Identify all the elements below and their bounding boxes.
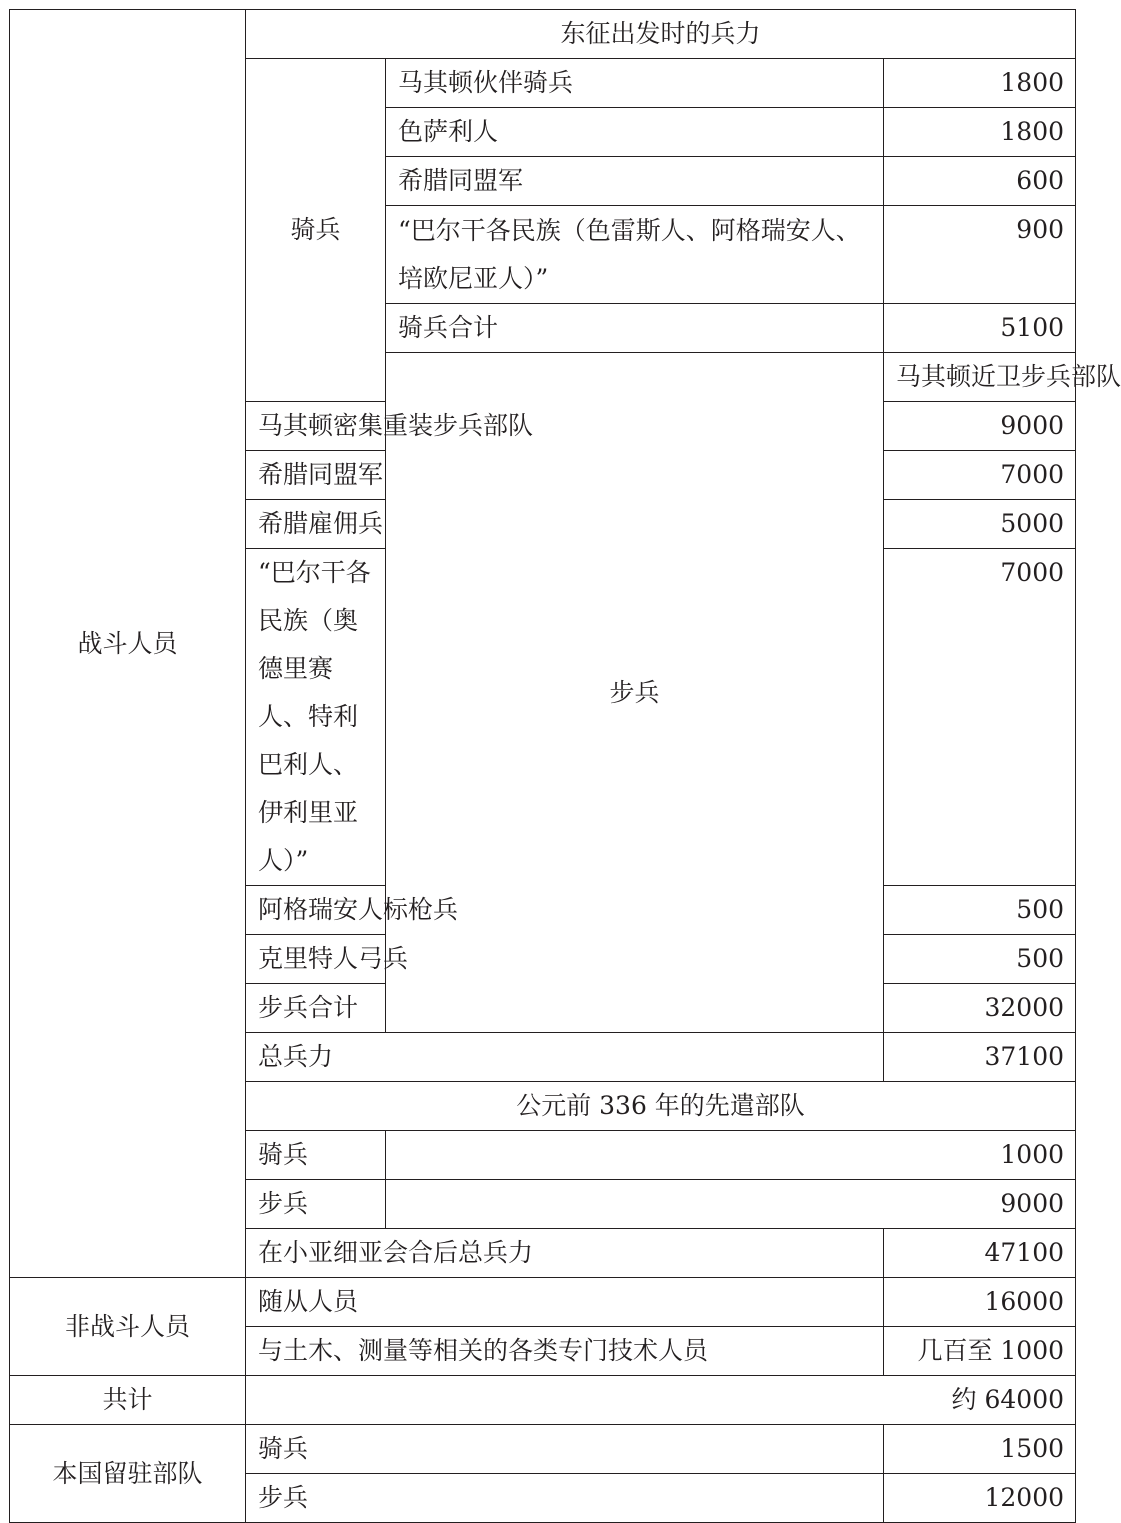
- row-value: 1000: [386, 1131, 1076, 1180]
- row-label: 色萨利人: [386, 108, 884, 157]
- row-label: 步兵: [246, 1180, 386, 1229]
- row-value: 7000: [884, 451, 1076, 500]
- row-label: 希腊同盟军: [386, 157, 884, 206]
- group-combat: 战斗人员: [10, 10, 246, 1278]
- section-title-advance: 公元前 336 年的先遣部队: [246, 1082, 1076, 1131]
- row-value: 500: [884, 886, 1076, 935]
- table-row: [10, 1278, 1076, 1327]
- row-value: 9000: [386, 1180, 1076, 1229]
- row-label: 随从人员: [246, 1278, 884, 1327]
- total-force-label: 总兵力: [246, 1033, 884, 1082]
- row-label: 马其顿密集重装步兵部队: [246, 402, 386, 451]
- row-label: 骑兵: [246, 1425, 884, 1474]
- row-label: “巴尔干各民族（色雷斯人、阿格瑞安人、培欧尼亚人）”: [386, 206, 884, 304]
- row-label: 马其顿近卫步兵部队: [884, 353, 1076, 402]
- row-value: 900: [884, 206, 1076, 304]
- table-row: [10, 1376, 1076, 1425]
- row-value: 几百至 1000: [884, 1327, 1076, 1376]
- army-strength-table: [9, 9, 1121, 1523]
- group-home: 本国留驻部队: [10, 1425, 246, 1523]
- row-value: 9000: [884, 402, 1076, 451]
- row-label: 阿格瑞安人标枪兵: [246, 886, 386, 935]
- combined-total-value: 47100: [884, 1229, 1076, 1278]
- row-value: 600: [884, 157, 1076, 206]
- row-value: 1800: [884, 59, 1076, 108]
- row-label: 步兵: [246, 1474, 884, 1523]
- section-title-departure: 东征出发时的兵力: [246, 10, 1076, 59]
- grand-total-value: 约 64000: [246, 1376, 1076, 1425]
- row-label: 步兵合计: [246, 984, 386, 1033]
- row-value: 16000: [884, 1278, 1076, 1327]
- group-infantry: 步兵: [386, 353, 884, 1033]
- row-value: 500: [884, 935, 1076, 984]
- row-label: “巴尔干各民族（奥德里赛人、特利巴利人、伊利里亚人）”: [246, 549, 386, 886]
- row-label: 希腊同盟军: [246, 451, 386, 500]
- total-force-value: 37100: [884, 1033, 1076, 1082]
- table-row: [10, 10, 1076, 59]
- row-label: 骑兵合计: [386, 304, 884, 353]
- combined-total-label: 在小亚细亚会合后总兵力: [246, 1229, 884, 1278]
- row-value: 7000: [884, 549, 1076, 886]
- grand-total-label: 共计: [10, 1376, 246, 1425]
- row-value: 1500: [884, 1425, 1076, 1474]
- row-label: 希腊雇佣兵: [246, 500, 386, 549]
- row-label: 骑兵: [246, 1131, 386, 1180]
- row-label: 与土木、测量等相关的各类专门技术人员: [246, 1327, 884, 1376]
- row-label: 克里特人弓兵: [246, 935, 386, 984]
- table-row: [10, 1425, 1076, 1474]
- row-value: 5100: [884, 304, 1076, 353]
- row-value: 5000: [884, 500, 1076, 549]
- row-value: 12000: [884, 1474, 1076, 1523]
- group-noncombat: 非战斗人员: [10, 1278, 246, 1376]
- row-label: 马其顿伙伴骑兵: [386, 59, 884, 108]
- group-cavalry: 骑兵: [246, 59, 386, 402]
- row-value: 32000: [884, 984, 1076, 1033]
- row-value: 1800: [884, 108, 1076, 157]
